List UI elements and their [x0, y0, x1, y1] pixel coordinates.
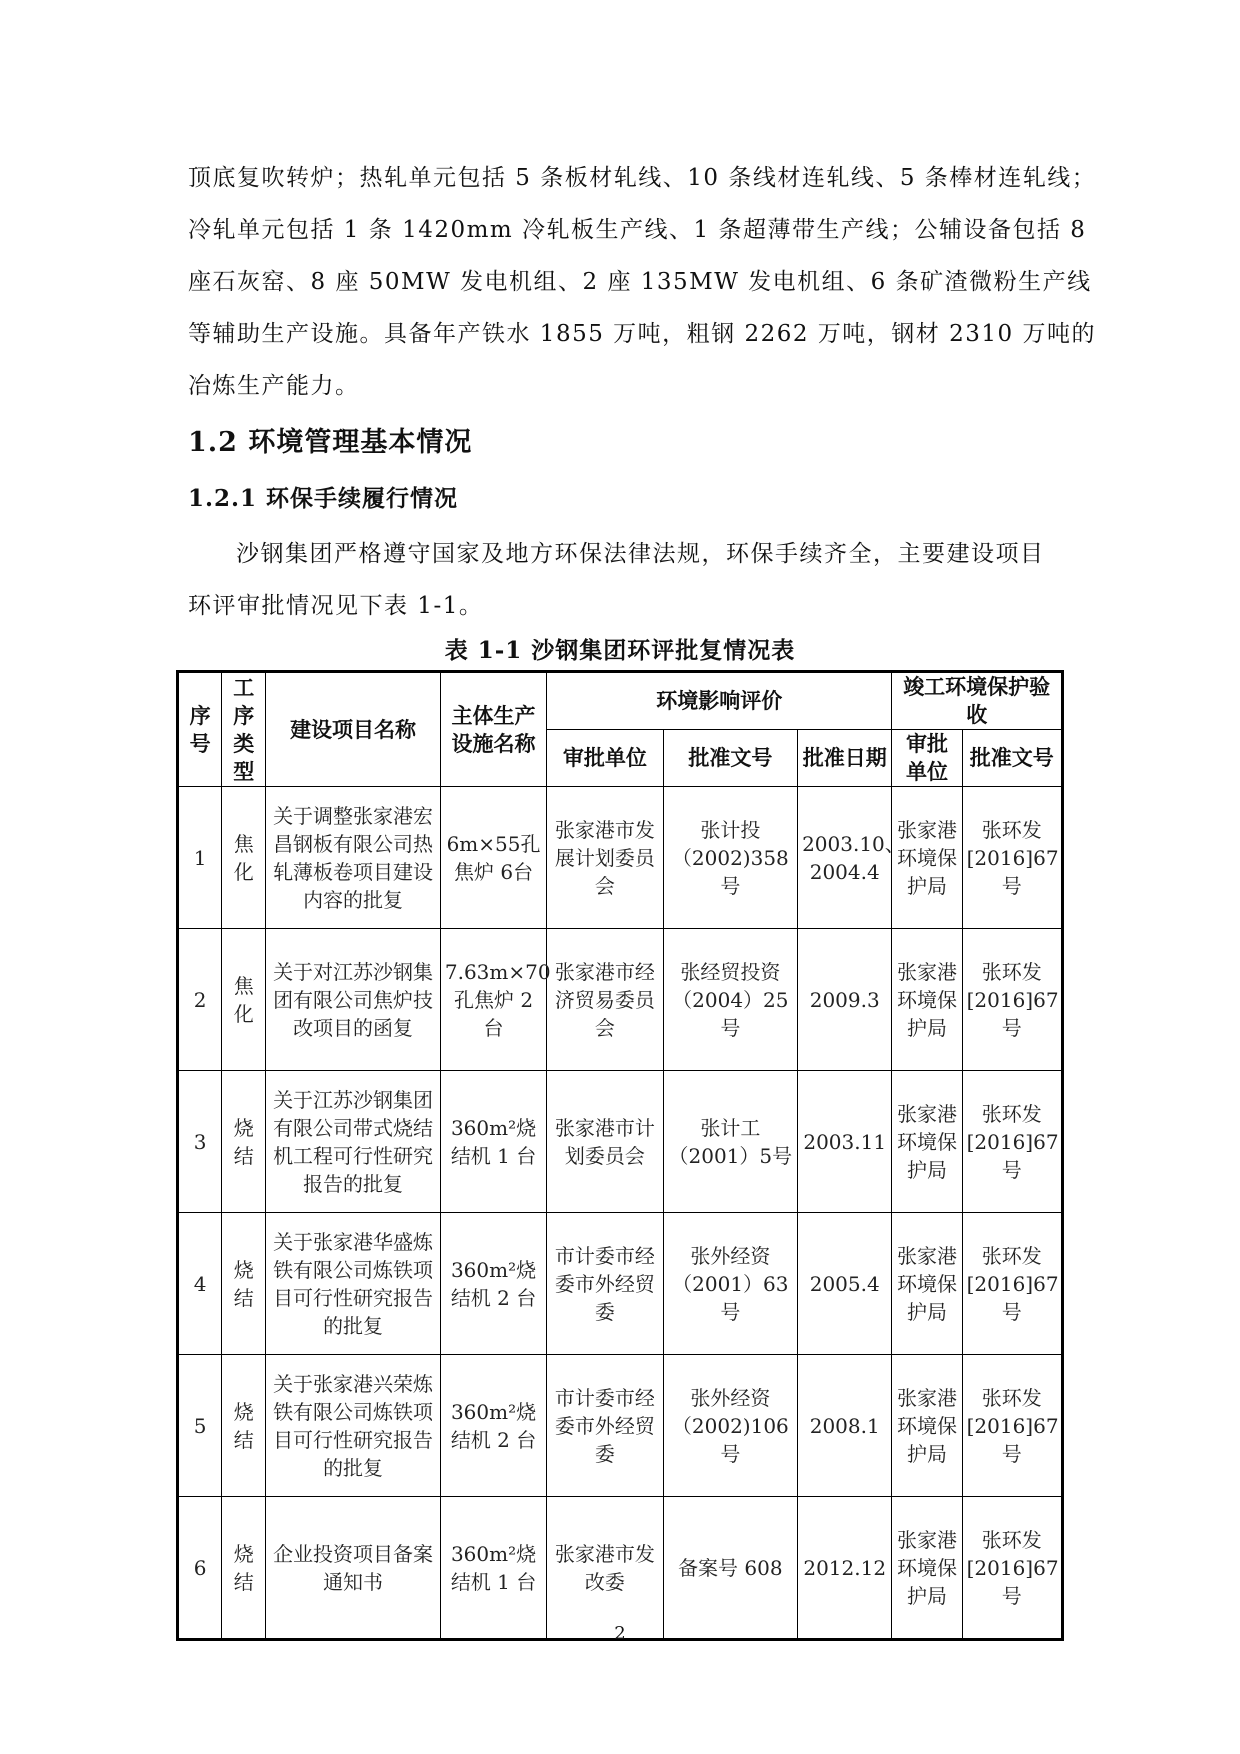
cell-eia-doc: 张计工（2001）5号: [663, 1071, 797, 1213]
header-row: [178, 672, 1063, 730]
header-seq: 序号: [178, 672, 222, 787]
body-line: 沙钢集团严格遵守国家及地方环保法律法规，环保手续齐全，主要建设项目: [236, 541, 1045, 567]
body-paragraph: [188, 528, 1058, 632]
header-eia-group: 环境影响评价: [547, 672, 892, 730]
eia-approval-table: [176, 670, 1064, 1641]
cell-eia-unit: 张家港市发展计划委员会: [547, 787, 663, 929]
cell-acc-unit: 张家港环境保护局: [892, 1071, 962, 1213]
cell-facility: 360m²烧结机 1 台: [440, 1497, 546, 1640]
intro-line: 冷轧单元包括 1 条 1420mm 冷轧板生产线、1 条超薄带生产线；公辅设备包括 8: [188, 217, 1087, 243]
cell-eia-date: 2008.1: [798, 1355, 892, 1497]
table-row: [178, 1213, 1063, 1355]
cell-name: 关于张家港华盛炼铁有限公司炼铁项目可行性研究报告的批复: [266, 1213, 441, 1355]
cell-seq: 5: [178, 1355, 222, 1497]
cell-name: 关于对江苏沙钢集团有限公司焦炉技改项目的函复: [266, 929, 441, 1071]
cell-type: 焦化: [222, 787, 266, 929]
cell-eia-doc: 张外经资（2001）63号: [663, 1213, 797, 1355]
header-eia-date: 批准日期: [798, 730, 892, 787]
cell-facility: 360m²烧结机 1 台: [440, 1071, 546, 1213]
cell-facility: 360m²烧结机 2 台: [440, 1355, 546, 1497]
cell-name: 关于江苏沙钢集团有限公司带式烧结机工程可行性研究报告的批复: [266, 1071, 441, 1213]
cell-eia-doc: 备案号 608: [663, 1497, 797, 1640]
cell-seq: 1: [178, 787, 222, 929]
table-row: [178, 787, 1063, 929]
cell-acc-unit: 张家港环境保护局: [892, 1355, 962, 1497]
intro-line: 顶底复吹转炉；热轧单元包括 5 条板材轧线、10 条线材连轧线、5 条棒材连轧线；: [188, 165, 1097, 191]
header-facility: 主体生产设施名称: [440, 672, 546, 787]
cell-eia-unit: 张家港市经济贸易委员会: [547, 929, 663, 1071]
cell-seq: 6: [178, 1497, 222, 1640]
cell-eia-unit: 张家港市计划委员会: [547, 1071, 663, 1213]
cell-acc-doc: 张环发[2016]67 号: [962, 1355, 1062, 1497]
cell-eia-date: 2003.11: [798, 1071, 892, 1213]
table-caption: 表 1-1 沙钢集团环评批复情况表: [444, 637, 796, 664]
cell-acc-doc: 张环发[2016]67 号: [962, 787, 1062, 929]
cell-name: 企业投资项目备案通知书: [266, 1497, 441, 1640]
cell-acc-doc: 张环发[2016]67 号: [962, 1497, 1062, 1640]
header-eia-doc: 批准文号: [663, 730, 797, 787]
cell-facility: 360m²烧结机 2 台: [440, 1213, 546, 1355]
subsection-heading: 1.2.1 环保手续履行情况: [188, 485, 459, 512]
cell-eia-date: 2012.12: [798, 1497, 892, 1640]
cell-eia-date: 2005.4: [798, 1213, 892, 1355]
cell-eia-date: 2009.3: [798, 929, 892, 1071]
header-acc-doc: 批准文号: [962, 730, 1062, 787]
cell-facility: 7.63m×70 孔焦炉 2 台: [440, 929, 546, 1071]
cell-eia-unit: 市计委市经委市外经贸委: [547, 1355, 663, 1497]
intro-line: 冶炼生产能力。: [188, 373, 360, 399]
cell-acc-unit: 张家港环境保护局: [892, 787, 962, 929]
cell-acc-doc: 张环发[2016]67 号: [962, 1213, 1062, 1355]
intro-line: 座石灰窑、8 座 50MW 发电机组、2 座 135MW 发电机组、6 条矿渣微粉生产线: [188, 269, 1092, 295]
cell-seq: 4: [178, 1213, 222, 1355]
header-process-type: 工序类型: [222, 672, 266, 787]
cell-type: 烧结: [222, 1355, 266, 1497]
table-row: [178, 1497, 1063, 1640]
cell-name: 关于调整张家港宏昌钢板有限公司热轧薄板卷项目建设内容的批复: [266, 787, 441, 929]
cell-type: 焦化: [222, 929, 266, 1071]
cell-eia-unit: 张家港市发改委: [547, 1497, 663, 1640]
header-acc-unit: 审批单位: [892, 730, 962, 787]
cell-acc-unit: 张家港环境保护局: [892, 929, 962, 1071]
header-acceptance-group: 竣工环境保护验收: [892, 672, 1063, 730]
cell-eia-unit: 市计委市经委市外经贸委: [547, 1213, 663, 1355]
cell-seq: 3: [178, 1071, 222, 1213]
header-eia-unit: 审批单位: [547, 730, 663, 787]
cell-type: 烧结: [222, 1497, 266, 1640]
header-project-name: 建设项目名称: [266, 672, 441, 787]
intro-paragraph: [188, 152, 1097, 412]
cell-type: 烧结: [222, 1071, 266, 1213]
cell-acc-unit: 张家港环境保护局: [892, 1497, 962, 1640]
table-row: [178, 929, 1063, 1071]
cell-type: 烧结: [222, 1213, 266, 1355]
table-row: [178, 1071, 1063, 1213]
cell-facility: 6m×55孔焦炉 6台: [440, 787, 546, 929]
cell-acc-doc: 张环发[2016]67 号: [962, 929, 1062, 1071]
table-row: [178, 1355, 1063, 1497]
cell-eia-date: 2003.10、2004.4: [798, 787, 892, 929]
page-number: 2: [614, 1623, 626, 1644]
intro-line: 等辅助生产设施。具备年产铁水 1855 万吨，粗钢 2262 万吨，钢材 2310 万吨的: [188, 321, 1096, 347]
cell-name: 关于张家港兴荣炼铁有限公司炼铁项目可行性研究报告的批复: [266, 1355, 441, 1497]
cell-eia-doc: 张计投（2002)358号: [663, 787, 797, 929]
cell-acc-doc: 张环发[2016]67 号: [962, 1071, 1062, 1213]
cell-seq: 2: [178, 929, 222, 1071]
cell-acc-unit: 张家港环境保护局: [892, 1213, 962, 1355]
section-heading: 1.2 环境管理基本情况: [188, 427, 473, 458]
body-line: 环评审批情况见下表 1-1。: [188, 593, 484, 619]
cell-eia-doc: 张经贸投资（2004）25号: [663, 929, 797, 1071]
cell-eia-doc: 张外经资（2002)106号: [663, 1355, 797, 1497]
